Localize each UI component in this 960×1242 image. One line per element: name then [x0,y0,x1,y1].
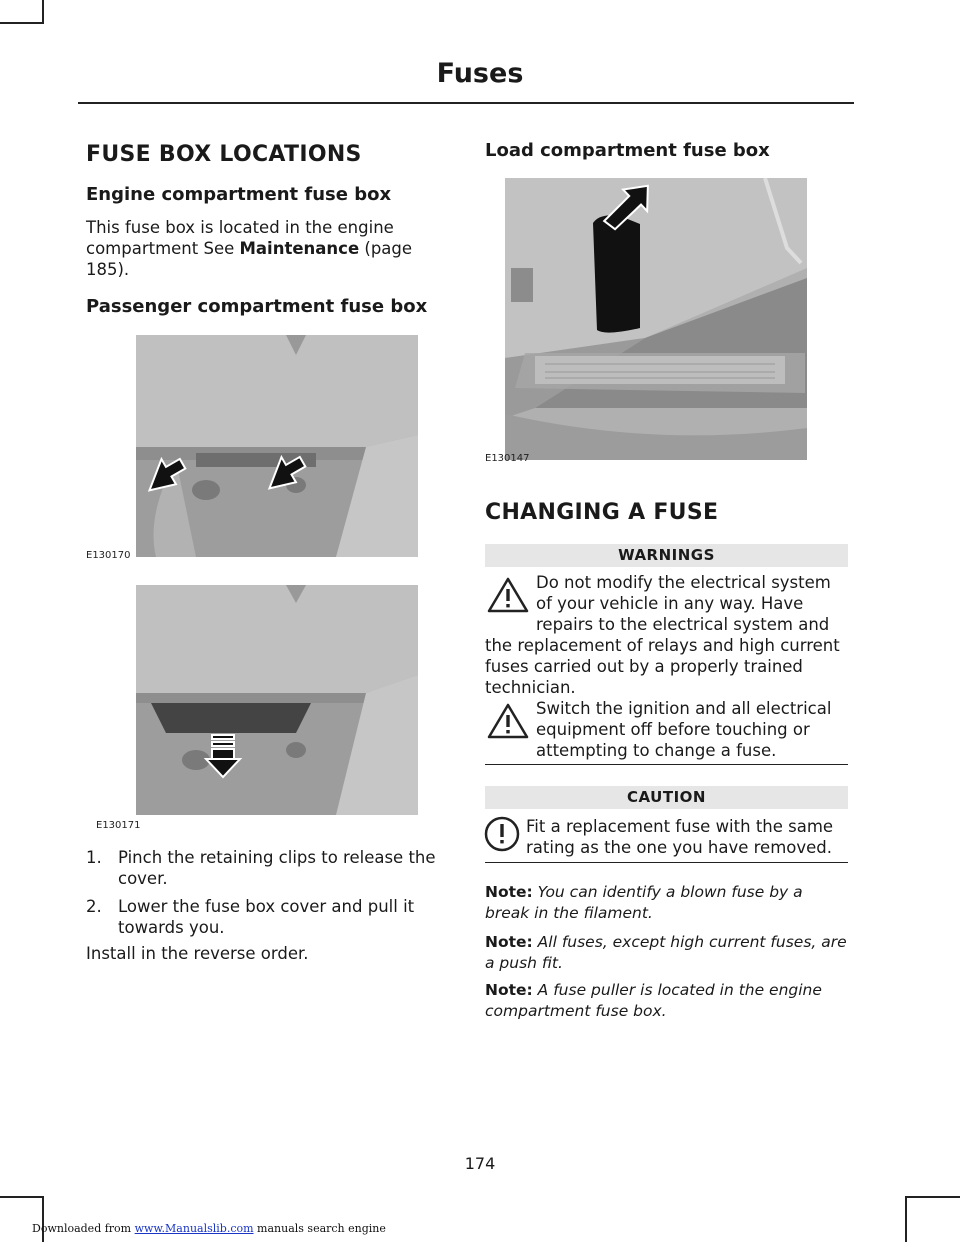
warnings-bar: WARNINGS [485,544,848,567]
maintenance-reference: Maintenance [239,239,360,258]
crop-mark [905,1196,907,1242]
passenger-heading: Passenger compartment fuse box [86,296,428,317]
list-item [86,896,456,940]
note-text: All fuses, except high current fuses, are a push fit. [485,933,847,972]
step-number: 2. [86,897,102,916]
engine-text-pre: compartment See [86,239,240,258]
section-title-fuse-box-locations: FUSE BOX LOCATIONS [86,142,362,167]
install-text: Install in the reverse order. [86,944,309,963]
manualslib-link[interactable]: www.Manualslib.com [134,1222,254,1235]
figure-passenger-fuse-box-cover [136,585,418,815]
figure-id-e130147: E130147 [485,453,530,464]
note-blown-fuse [485,882,849,924]
note-label: Note: [485,883,533,901]
list-item [86,847,456,891]
note-fuse-puller [485,980,849,1022]
section-title-changing-a-fuse: CHANGING A FUSE [485,500,719,525]
crop-mark [42,0,44,24]
left-column [86,142,456,317]
page-number: 174 [464,1154,496,1173]
warning-text-modify: Do not modify the electrical system of your vehicle in any way. Have repairs to the electrical system and [536,573,831,634]
step-text: Lower the fuse box cover and pull it towards you. [118,897,415,937]
fuse-cover-illustration [136,585,418,815]
caution-bar: CAUTION [485,786,848,809]
note-label: Note: [485,933,533,951]
warning-triangle-icon [486,702,530,740]
engine-text-line2 [86,238,456,259]
figure-passenger-fuse-box-clips [136,335,418,557]
warnings-divider [485,764,848,765]
page-title: Fuses [436,58,524,89]
warning-text-modify-cont: the replacement of relays and high current fuses carried out by a properly trained technician. [485,636,840,697]
crop-mark [42,1196,44,1242]
caution-text: Fit a replacement fuse with the same rating as the one you have removed. [526,817,834,857]
engine-heading: Engine compartment fuse box [86,184,392,205]
step-text: Pinch the retaining clips to release the cover. [118,848,436,888]
warning-triangle-icon [486,576,530,614]
engine-text-line3: 185). [86,260,130,279]
note-push-fit [485,932,849,974]
caution-circle-icon [482,814,522,854]
note-text: You can identify a blown fuse by a break in the filament. [485,883,803,922]
crop-mark [0,1196,44,1198]
footer-prefix: Downloaded from [32,1222,135,1235]
figure-load-compartment-fuse-box [505,178,807,460]
figure-id-e130171: E130171 [96,820,141,831]
crop-mark [0,22,44,24]
engine-text-line1: This fuse box is located in the engine [86,218,394,237]
engine-text-post: (page [359,239,413,258]
footer-suffix: manuals search engine [253,1222,386,1235]
warning-text-ignition: Switch the ignition and all electrical equipment off before touching or attempting to change a fuse. [536,699,832,760]
footer-download-line [32,1222,386,1235]
note-label: Note: [485,981,533,999]
dashboard-illustration [136,335,418,557]
load-compartment-heading: Load compartment fuse box [485,140,770,161]
figure-id-e130170: E130170 [86,550,131,561]
caution-divider [485,862,848,863]
crop-mark [905,1196,960,1198]
load-compartment-illustration [505,178,807,460]
step-number: 1. [86,848,102,867]
header-rule [78,102,854,104]
note-text: A fuse puller is located in the engine compartment fuse box. [485,981,822,1020]
